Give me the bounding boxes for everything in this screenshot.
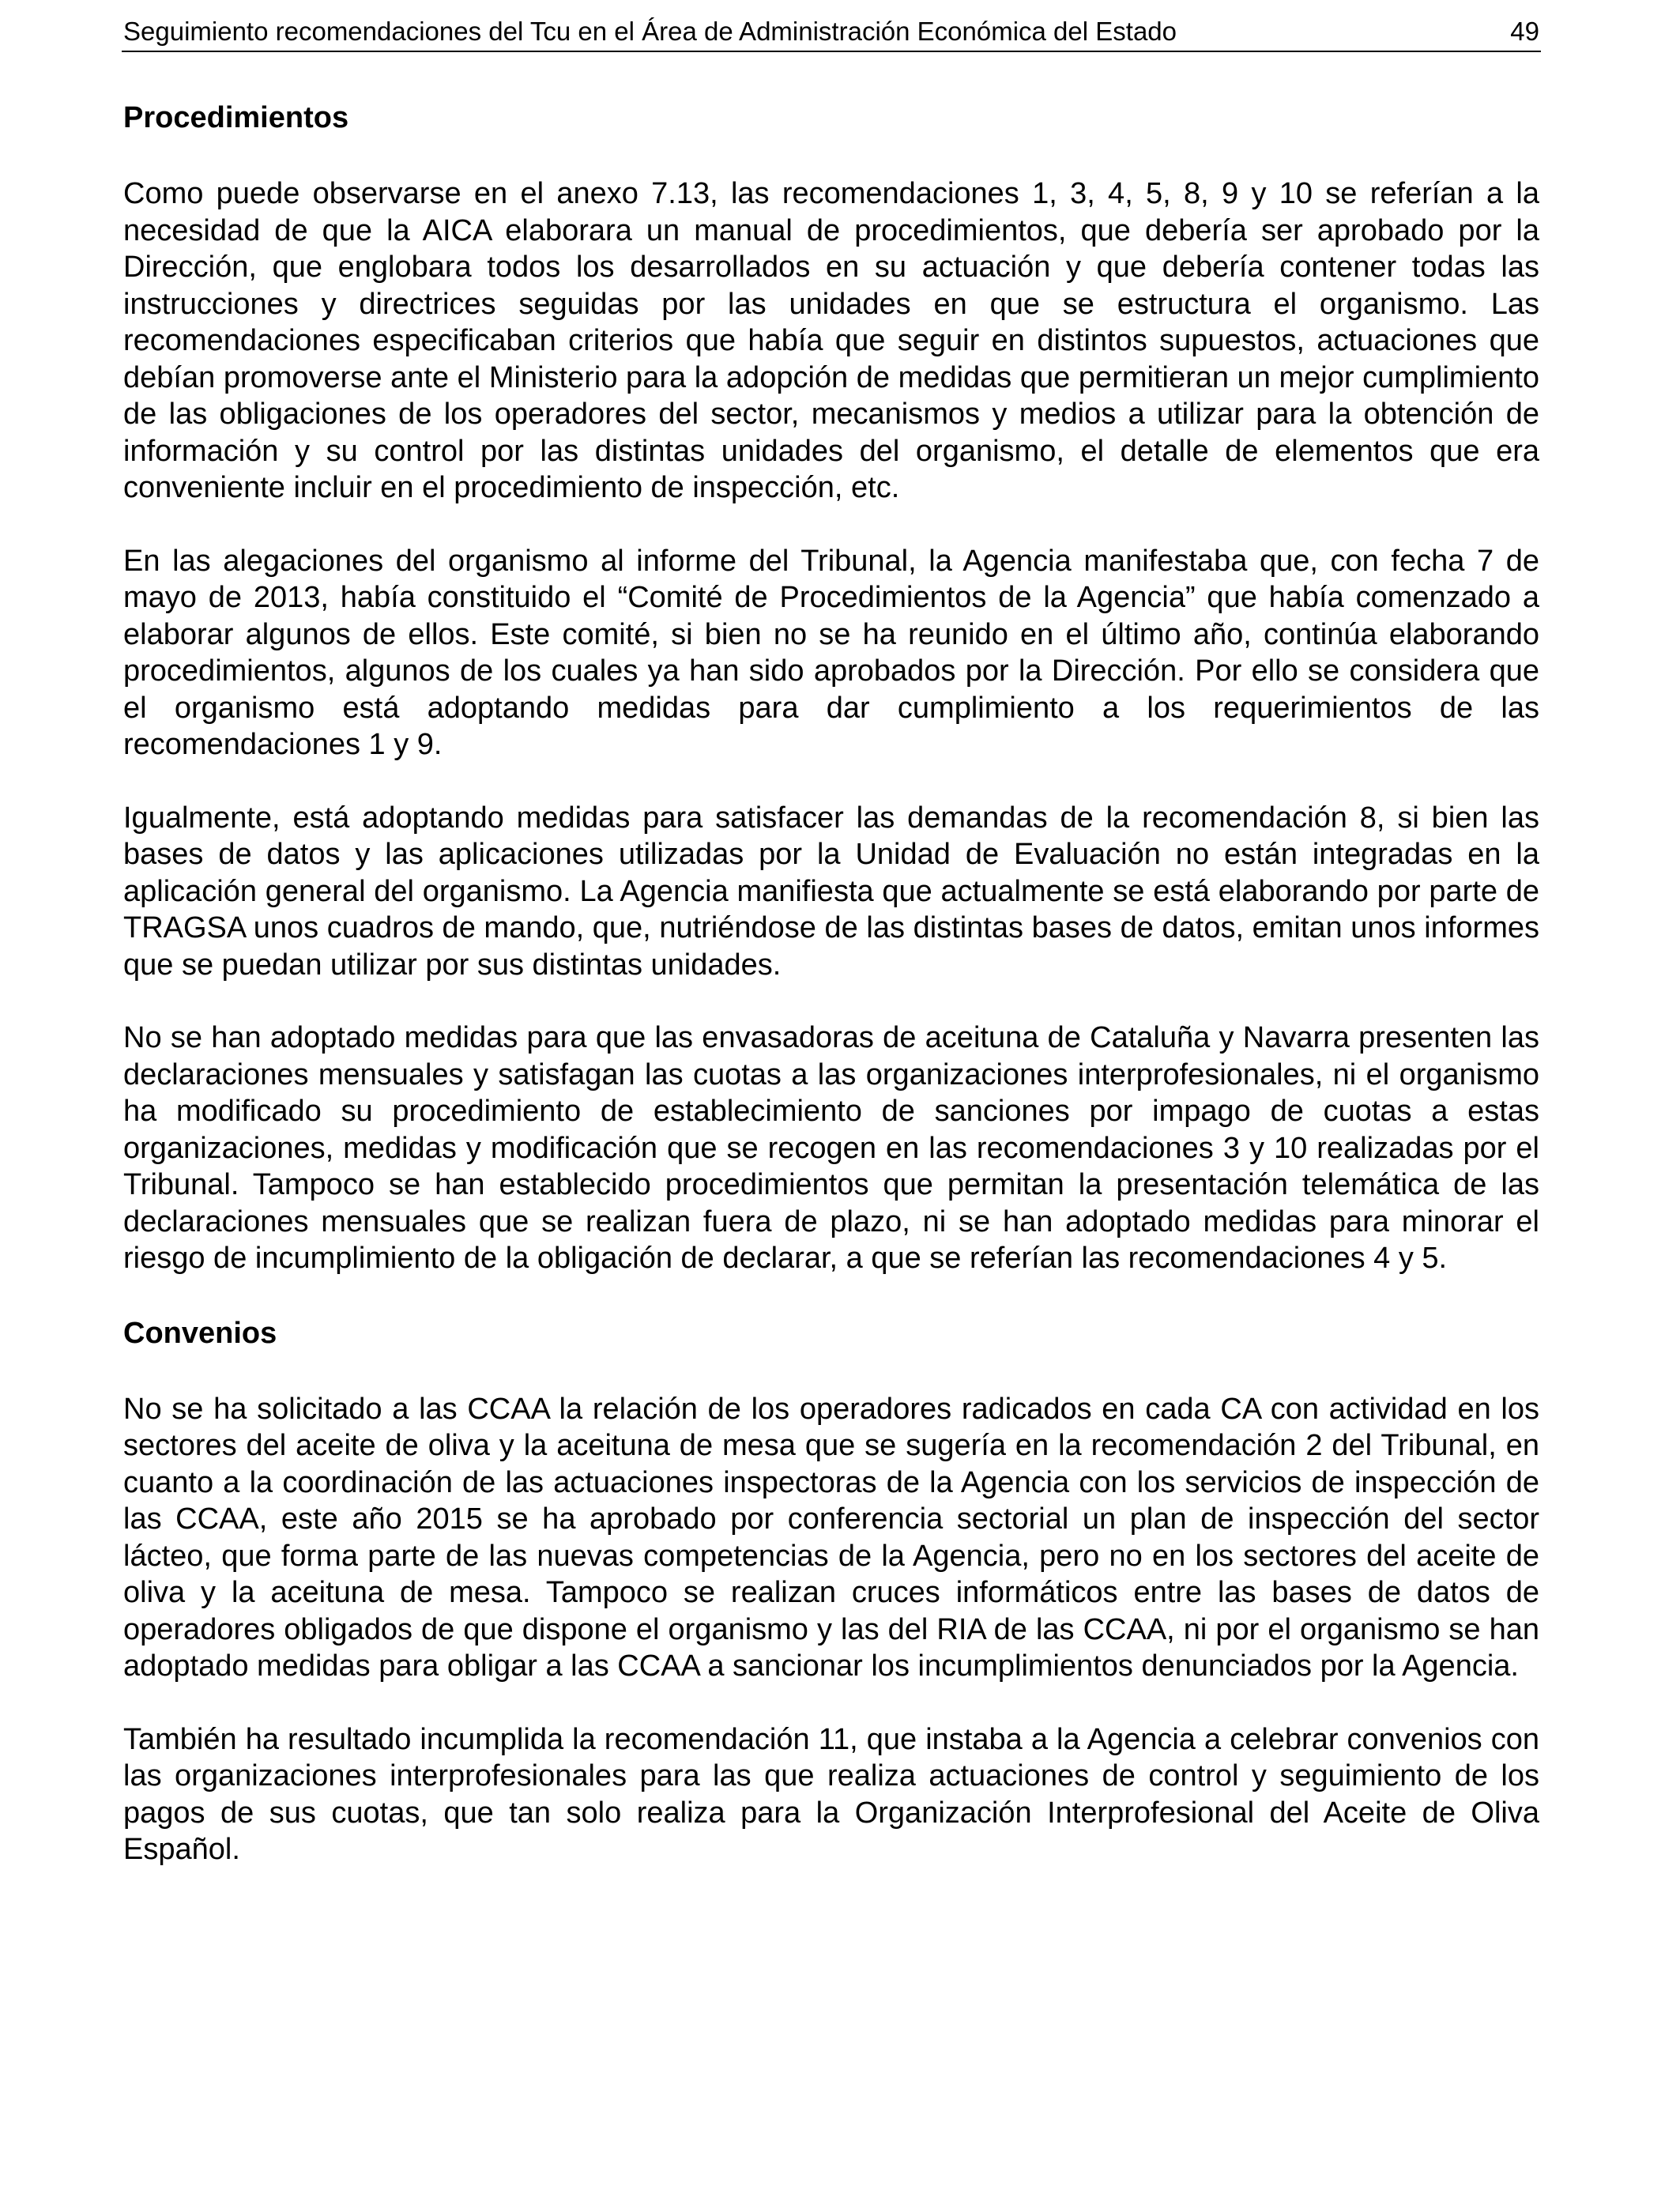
paragraph: También ha resultado incumplida la recomendación 11, que instaba a la Agencia a celebrar convenios con las organizaciones interprofesionales para las que realiza actuaciones de control y seguimiento de los pagos de sus cuotas, que tan solo realiza para la Organización Interprofesional del Aceite de Oliva Español. — [123, 1722, 1539, 1866]
running-header — [122, 14, 1541, 52]
paragraph: Como puede observarse en el anexo 7.13, las recomendaciones 1, 3, 4, 5, 8, 9 y 10 se referían a la necesidad de que la AICA elaborara un manual de procedimientos, que debería ser aprobado por la Dirección, que englobara todos los desarrollados en su actuación y que debería contener todas las instrucciones y directrices seguidas por las unidades en que se estructura el organismo. Las recomendaciones especificaban criterios que había que seguir en distintos supuestos, actuaciones que debían promoverse ante el Ministerio para la adopción de medidas que permitieran un mejor cumplimiento de las obligaciones de los operadores del sector, mecanismos y medios a utilizar para la obtención de información y su control por las distintas unidades del organismo, el detalle de elementos que era conveniente incluir en el procedimiento de inspección, etc. — [123, 177, 1539, 504]
header-title: Seguimiento recomendaciones del Tcu en el Área de Administración Económica del Estado — [123, 17, 1177, 46]
paragraph: No se han adoptado medidas para que las envasadoras de aceituna de Cataluña y Navarra presenten las declaraciones mensuales y satisfagan las cuotas a las organizaciones interprofesionales, ni el organismo ha modificado su procedimiento de establecimiento de sanciones por impago de cuotas a estas organizaciones, medidas y modificación que se recogen en las recomendaciones 3 y 10 realizadas por el Tribunal. Tampoco se han establecido procedimientos que permitan la presentación telemática de las declaraciones mensuales que se realizan fuera de plazo, ni se han adoptado medidas para minorar el riesgo de incumplimiento de la obligación de declarar, a que se referían las recomendaciones 4 y 5. — [123, 1021, 1539, 1275]
document-body — [123, 98, 1539, 1868]
section-heading-procedimientos: Procedimientos — [123, 101, 349, 134]
page-number: 49 — [1510, 17, 1539, 46]
paragraph: Igualmente, está adoptando medidas para satisfacer las demandas de la recomendación 8, si bien las bases de datos y las aplicaciones utilizadas por la Unidad de Evaluación no están integradas en la aplicación general del organismo. La Agencia manifiesta que actualmente se está elaborando por parte de TRAGSA unos cuadros de mando, que, nutriéndose de las distintas bases de datos, emitan unos informes que se puedan utilizar por sus distintas unidades. — [123, 801, 1539, 982]
paragraph: En las alegaciones del organismo al informe del Tribunal, la Agencia manifestaba que, con fecha 7 de mayo de 2013, había constituido el “Comité de Procedimientos de la Agencia” que había comenzado a elaborar algunos de ellos. Este comité, si bien no se ha reunido en el último año, continúa elaborando procedimientos, algunos de los cuales ya han sido aprobados por la Dirección. Por ello se considera que el organismo está adoptando medidas para dar cumplimiento a los requerimientos de las recomendaciones 1 y 9. — [123, 544, 1539, 761]
section-heading-convenios: Convenios — [123, 1316, 277, 1350]
paragraph: No se ha solicitado a las CCAA la relación de los operadores radicados en cada CA con actividad en los sectores del aceite de oliva y la aceituna de mesa que se sugería en la recomendación 2 del Tribunal, en cuanto a la coordinación de las actuaciones inspectoras de la Agencia con los servicios de inspección de las CCAA, este año 2015 se ha aprobado por conferencia sectorial un plan de inspección del sector lácteo, que forma parte de las nuevas competencias de la Agencia, pero no en los sectores del aceite de oliva y la aceituna de mesa. Tampoco se realizan cruces informáticos entre las bases de datos de operadores obligados de que dispone el organismo y las del RIA de las CCAA, ni por el organismo se han adoptado medidas para obligar a las CCAA a sancionar los incumplimientos denunciados por la Agencia. — [123, 1392, 1539, 1683]
